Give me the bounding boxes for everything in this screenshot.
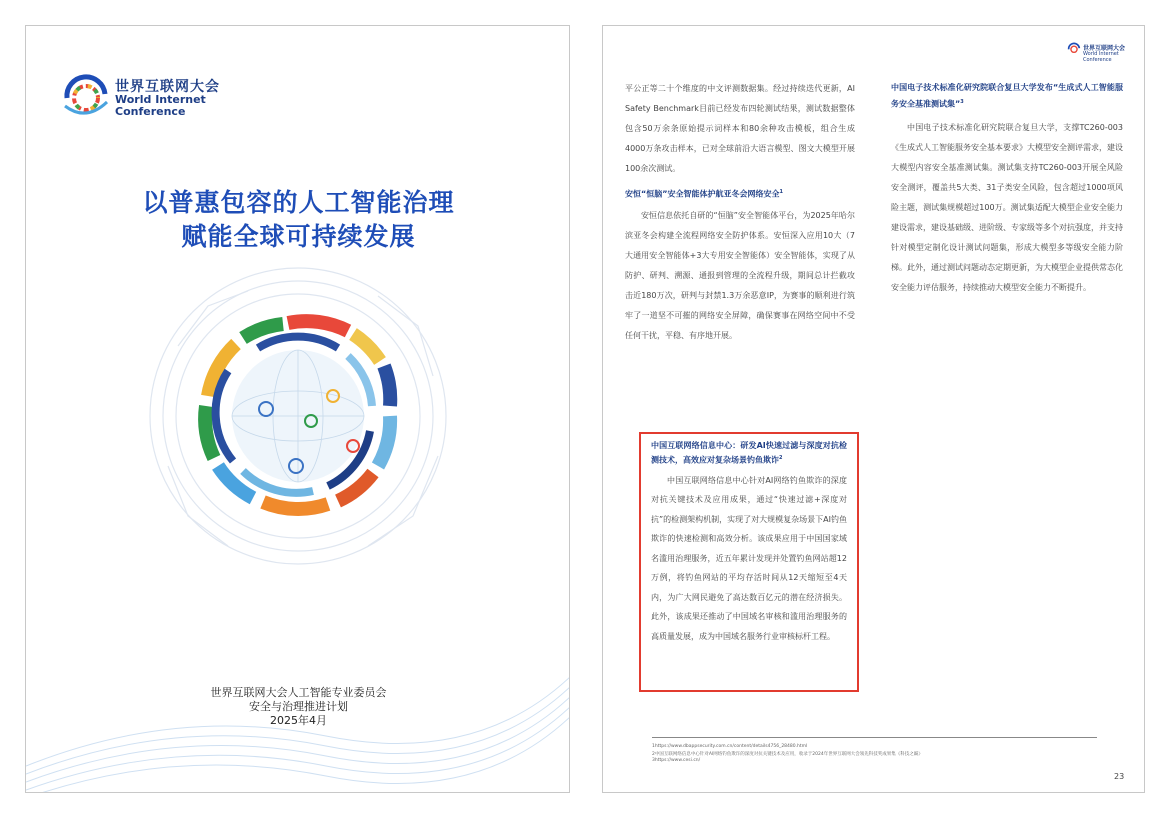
page-number: 23 bbox=[1114, 772, 1125, 781]
page-header-logo bbox=[1067, 41, 1126, 63]
section-heading-cnnic bbox=[651, 440, 847, 467]
cover-committee-name: 世界互联网大会人工智能专业委员会 bbox=[210, 686, 387, 699]
content-page bbox=[602, 25, 1145, 793]
cover-title-line2: 赋能全球可持续发展 bbox=[181, 222, 416, 251]
cover-page bbox=[25, 25, 570, 793]
logo-english-line2: Conference bbox=[115, 105, 186, 118]
wic-logo bbox=[61, 72, 261, 132]
logo-english-name bbox=[115, 94, 206, 118]
header-logo-en-line2: Conference bbox=[1083, 57, 1112, 63]
section-heading-anheng bbox=[625, 185, 855, 202]
cover-date: 2025年4月 bbox=[270, 714, 327, 727]
header-logo-en-line1: World Internet bbox=[1083, 51, 1119, 57]
cnnic-paragraph: 中国互联网络信息中心针对AI网络钓鱼欺诈的深度对抗关键技术及应用成果，通过“快速过滤+深度对抗”的检测架构机制，实现了对大规模复杂场景下AI钓鱼欺诈的快速检测和高效分析。该成果应用于中国国家域名滥用治理服务，近五年累计发现并处置钓鱼网站超12万例，将钓鱼网站的平均存活时间从12天缩短至4天内，为广大网民避免了高达数百亿元的潜在经济损失。此外，该成果还推动了中国域名审核和滥用治理服务的高质量发展，成为中国域名服务行业审核标杆工程。 bbox=[651, 475, 847, 641]
footnote-divider bbox=[652, 737, 1097, 738]
logo-chinese-name: 世界互联网大会 bbox=[115, 79, 220, 95]
anheng-paragraph: 安恒信息依托自研的“恒脑”安全智能体平台，为2025年哈尔滨亚冬会构建全流程网络安全防护体系。安恒深入应用10大（7大通用安全智能体+3大专用安全智能体）安全智能体，实现了从防护、研判、溯源、通报到管理的全流程升级，期间总计拦截攻击近180万次，研判与封禁1.3万余恶意IP，为赛事的顺利进行筑牢了一道坚不可摧的网络安全屏障，确保赛事在网络空间中不受任何干扰，平稳、有序地开展。 bbox=[625, 210, 855, 340]
ai-globe-ring-graphic bbox=[148, 266, 448, 566]
footnote-1: 1https://www.dbappsecurity.com.cn/content/details4756_28480.html bbox=[652, 744, 808, 749]
left-column bbox=[625, 79, 855, 346]
header-logo-en bbox=[1083, 51, 1119, 63]
wic-emblem-icon bbox=[61, 72, 111, 122]
section-heading-cesi-text: 中国电子技术标准化研究院联合复旦大学发布“生成式人工智能服务安全基准测试集” bbox=[891, 83, 1123, 109]
header-logo-cn: 世界互联网大会 bbox=[1083, 45, 1126, 52]
footnote-ref: 3 bbox=[960, 99, 964, 105]
cesi-paragraph: 中国电子技术标准化研究院联合复旦大学，支撑TC260-003《生成式人工智能服务安全基本要求》大模型安全测评需求，建设大模型内容安全基准测试集。测试集支持TC260-003开展全风险安全测评，覆盖共5大类、31子类安全风险，包含超过1000项风险主题，测试集规模超过100万。测试集适配大模型企业安全能力建设需求，建设基础级、进阶级、专家级等多个对抗强度，并支持针对模型定制化设计测试问题集，形成大模型多等级安全能力阶梯。此外，通过测试问题动态定期更新，为大模型企业提供常态化安全能力评估服务，持续推动大模型安全能力不断提升。 bbox=[891, 122, 1123, 292]
cover-program-name: 安全与治理推进计划 bbox=[249, 700, 348, 713]
footnote-ref: 2 bbox=[779, 455, 783, 461]
highlighted-cnnic-box bbox=[639, 432, 859, 692]
section-heading-cnnic-text: 中国互联网络信息中心：研发AI快速过滤与深度对抗检测技术，高效应对复杂场景钓鱼欺诈 bbox=[651, 441, 847, 465]
footnote-ref: 1 bbox=[779, 189, 783, 195]
cover-title-line1: 以普惠包容的人工智能治理 bbox=[142, 188, 455, 217]
section-heading-anheng-text: 安恒“恒脑”安全智能体护航亚冬会网络安全 bbox=[625, 189, 780, 199]
intro-paragraph: 平公正等二十个维度的中文评测数据集。经过持续迭代更新，AI Safety Benchmark目前已经发布四轮测试结果，测试数据整体包含50万余条原始提示词样本和80余种攻击模板，组合生成 4000万条攻击样本，已对全球前沿大语言模型、图文大模型开展100余次测试。 bbox=[625, 84, 855, 173]
wic-emblem-icon bbox=[1067, 42, 1081, 56]
right-column bbox=[891, 81, 1123, 298]
logo-english-line1: World Internet bbox=[115, 93, 206, 106]
footnote-3: 3https://www.cesi.cn/ bbox=[652, 758, 701, 763]
footnote-2: 2中国互联网络信息中心针对AI网络钓鱼欺诈的深度对抗关键技术及应用，收录于2024年世界互联网大会领先科技奖成果集《科技之巅》 bbox=[652, 752, 923, 757]
section-heading-cesi bbox=[891, 81, 1123, 112]
